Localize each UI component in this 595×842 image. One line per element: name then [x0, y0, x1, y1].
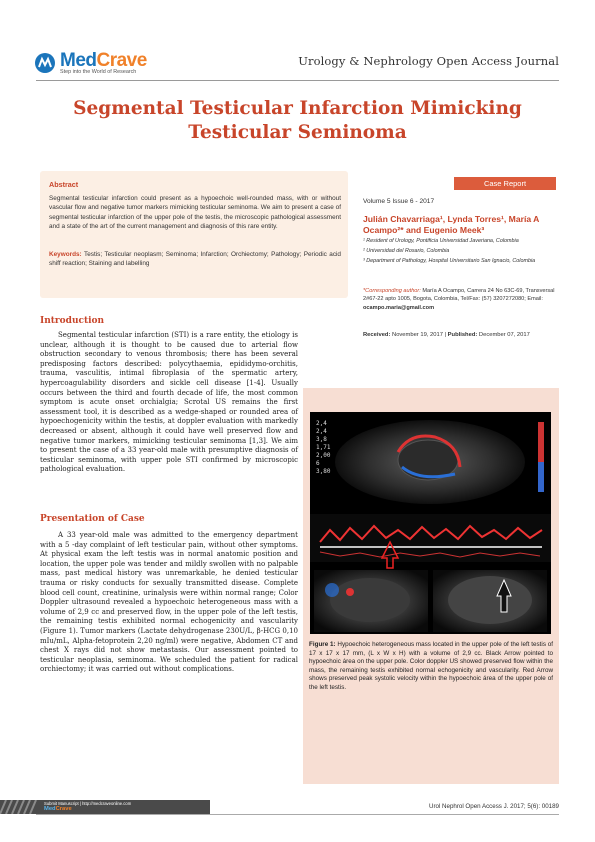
citation: Urol Nephrol Open Access J. 2017; 5(6): 00189 [428, 803, 559, 810]
header-divider [36, 80, 559, 81]
scan-readout-value: 3,80 [316, 468, 331, 475]
author-email-link[interactable]: ocampo.maria@gmail.com [363, 304, 435, 311]
case-heading: Presentation of Case [40, 514, 145, 524]
case-text: A 33 year-old male was admitted to the emergency department with a 5 -day complaint of left testicular pain, without other symptoms. At physical exam the left testis was in normal anatomic position and location, the upper pole was tender and mildly swollen with no palpable mass, past medical history was unremarkable, he denied testicular trauma or risky conducts for sexually transmitted disease. Complete blood cell count, creatinine, urinalysis were within normal range; Color Doppler ultrasound revealed a hypoechoic heterogeneous mass with a volume of 2,9 cc and preserved flow, in the upper pole of the left testis, the remaining testis exhibited normal echogenicity and vascularity (Figure 1). Tumor markers (Lactate dehydrogenase 230U/L, β-HCG 0,10 mIu/mL, Alpha-fetoprotein 2,20 ng/ml) were negative, Abdomen CT and chest X rays did not show metastasis. Our assessment pointed to testicular neoplasia, seminoma. We scheduled the patient for radical orchiectomy; it was carried out without complications. [40, 531, 298, 674]
scan-readout-value: 2,00 [316, 452, 331, 459]
volume-issue: Volume 5 Issue 6 - 2017 [363, 198, 435, 205]
scan-readout-value: 3,8 [316, 436, 327, 443]
introduction-text: Segmental testicular infarction (STI) is a rare entity, the etiology is unclear, although it is thought to be caused due to arterial flow obstruction secondary to venous thrombosis; there has been several predisposing factors described: polycythaemia, epididymo-orchitis, trauma, vasculitis, intimal fibroplasia of the spermatic artery, hypercoagulability disorders and sickle cell disease [1-4]. Usually occurs between the third and fourth decade of life, the most common symptom is acute onset orchialgia; Scrotal US remains the first assessment tool, it is described as a wedge-shaped or rounded area of hypoechogenicity within the testis, at doppler evaluation with markedly decreased or absent, although it could have well preserved flow and negative tumor markers, mimicking testicular seminoma [1,3]. We aim to present the case of a 33 year-old male with presumptive diagnosis of testicular seminoma, with upper pole STI confirmed by microscopic pathological evaluation. [40, 331, 298, 474]
submit-manuscript-link[interactable]: Submit Manuscript | http://medcraveonline.com [44, 801, 132, 806]
publication-dates: Received: November 19, 2017 | Published: December 07, 2017 [363, 332, 530, 338]
figure-caption: Figure 1: Hypoechoic heterogeneous mass located in the upper pole of the left testis of 17 x 17 x 17 mm, (L x W x H) with a volume of 2,9 cc. Black Arrow pointed to hypoechoic área on the upper pole. Color doppler US showed preserved flow within the mass, the remaining testis exhibited normal echogenicity and vascularity. Red Arrow shows preserved peak systolic velocity within the hypoechoic área of the upper pole of the left testis. [309, 641, 554, 691]
corresponding-author: *Corresponding author: María A Ocampo, Carrera 24 No 63C-69, Transversal 2#67-22 apto 1005, Bogota, Colombia, Tel/Fax: (57) 3207272080; Email: ocampo.maria@gmail.com [363, 288, 555, 311]
publisher-logo [34, 50, 164, 78]
affiliation-3: ³ Department of Pathology, Hospital Universitario San Ignacio, Colombia [363, 257, 536, 264]
footer-divider [36, 814, 559, 815]
article-title: Segmental Testicular Infarction Mimicking Testicular Seminoma [73, 98, 522, 143]
journal-name: Urology & Nephrology Open Access Journal [298, 54, 559, 68]
ultrasound-image [310, 412, 551, 634]
affiliations [363, 238, 558, 268]
footer-logo: MedCrave [44, 806, 72, 812]
abstract-heading: Abstract [49, 180, 79, 189]
affiliation-2: ² Universidad del Rosario, Colombia [363, 247, 450, 254]
keywords [49, 250, 341, 269]
author-list: Julián Chavarriaga¹, Lynda Torres¹, María A Ocampo²* and Eugenio Meek³ [363, 214, 540, 235]
scan-readout-value: 2,4 [316, 428, 327, 435]
scan-readout-value: 1,71 [316, 444, 331, 451]
abstract-box [40, 171, 348, 298]
introduction-heading: Introduction [40, 316, 105, 326]
scan-readout-value: 2,4 [316, 420, 327, 427]
logo-wordmark: MedCrave [60, 50, 147, 71]
article-type-badge: Case Report [454, 177, 556, 190]
medcrave-logo-icon [34, 52, 56, 74]
footer-stripe-pattern [0, 800, 40, 814]
scan-readout-value: 6 [316, 460, 320, 467]
logo-tagline: Step into the World of Research [60, 69, 137, 75]
abstract-text: Segmental testicular infarction could present as a hypoechoic well-rounded mass, with or without vascular flow and negative tumor markers mimicking testicular seminoma. We aim to present a case of segmental testicular infarction of the upper pole of the testis, the microscopic pathological assessment and a state of the art of the current management and diagnosis of this rare entity. [49, 195, 341, 230]
keywords-label: Keywords: [49, 251, 82, 258]
keywords-text: Testis; Testicular neoplasm; Seminoma; Infarction; Orchiectomy; Pathology; Periodic acid shiff reaction; Staining and labelling [49, 251, 341, 268]
affiliation-1: ¹ Resident of Urology, Pontificia Universidad Javeriana, Colombia [363, 238, 519, 244]
